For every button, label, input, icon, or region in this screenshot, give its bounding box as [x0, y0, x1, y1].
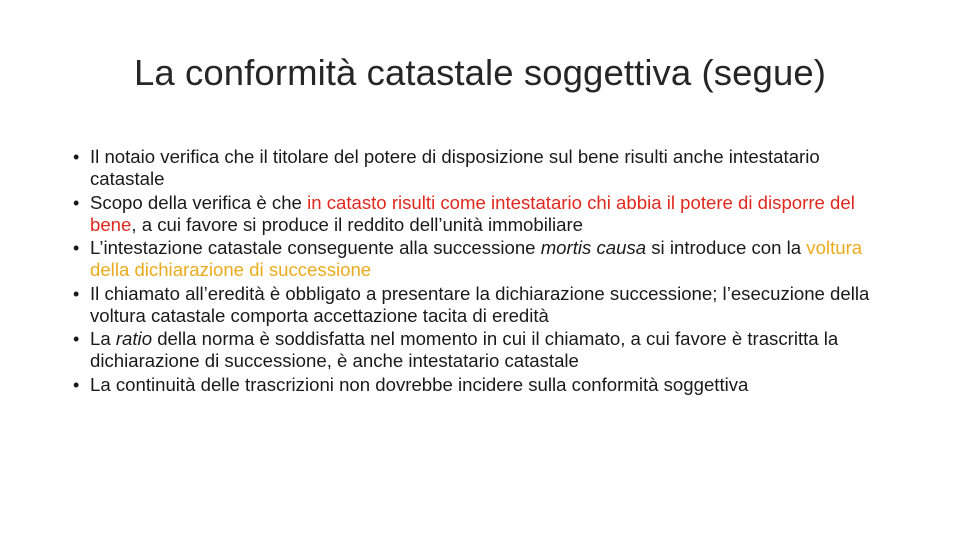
bullet-text: , a cui favore si produce il reddito dell’unità immobiliare [131, 213, 584, 235]
bullet-italic: mortis causa [540, 237, 647, 258]
bullet-list [73, 146, 893, 397]
bullet-text: L’intestazione catastale conseguente alla successione [90, 237, 541, 258]
bullet-highlight-gold: voltura della dichiarazione di successione [90, 237, 863, 280]
bullet-dot-icon: • [73, 147, 80, 167]
bullet-highlight-red: in catasto risulti come intestatario chi abbia il potere di disporre del bene [90, 191, 855, 235]
bullet-dot-icon: • [73, 192, 80, 213]
bullet-dot-icon: • [73, 374, 80, 395]
bullet-item-6 [73, 374, 893, 396]
bullet-text: Il notaio verifica che il titolare del potere di disposizione sul bene risulti anche intestatario catastale [90, 146, 820, 189]
bullet-dot-icon: • [73, 238, 80, 258]
bullet-item-2 [73, 192, 893, 236]
bullet-item-4 [73, 283, 893, 327]
bullet-text: La continuità delle trascrizioni non dovrebbe incidere sulla conformità soggettiva [90, 373, 749, 395]
bullet-item-5 [73, 328, 893, 372]
bullet-text: si introduce con la [646, 237, 807, 258]
bullet-item-1 [73, 146, 893, 190]
bullet-text: La [90, 328, 116, 349]
bullet-dot-icon: • [73, 283, 80, 304]
bullet-text: Scopo della verifica è che [90, 191, 308, 213]
bullet-italic: ratio [115, 328, 153, 349]
bullet-dot-icon: • [73, 329, 80, 349]
slide-title: La conformità catastale soggettiva (segue) [134, 52, 826, 93]
bullet-item-3 [73, 237, 893, 281]
bullet-text: della norma è soddisfatta nel momento in cui il chiamato, a cui favore è trascritta la dichiarazione di successione, è anche intestatario catastale [90, 328, 839, 371]
bullet-text: Il chiamato all’eredità è obbligato a presentare la dichiarazione successione; l’esecuzione della voltura catastale comporta accettazione tacita di eredità [90, 282, 870, 326]
